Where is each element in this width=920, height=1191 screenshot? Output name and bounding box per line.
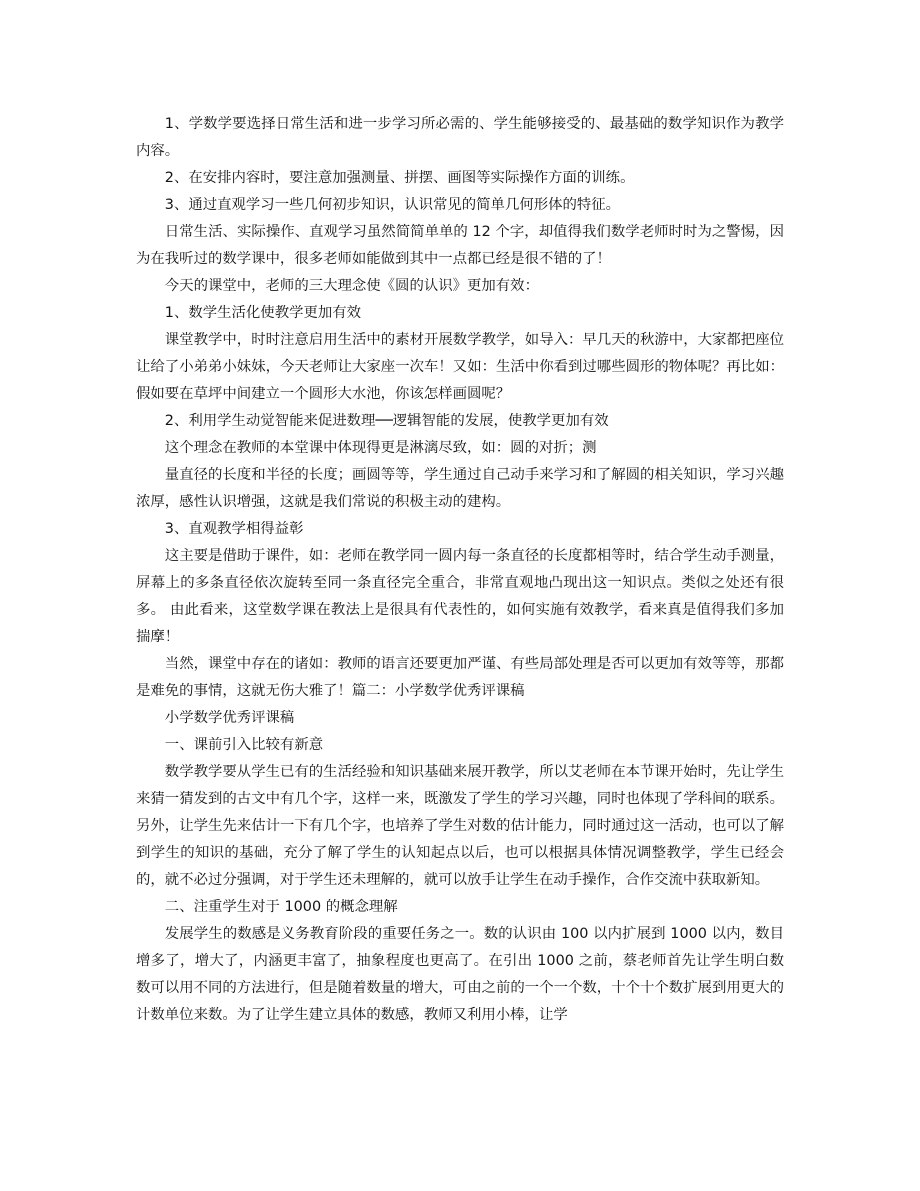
document-subtitle: 小学数学优秀评课稿 [164,710,295,726]
paragraph: 课堂教学中，时时注意启用生活中的素材开展数学教学，如导入：早几天的秋游中，大家都把座位让给了小弟弟小妹妹，今天老师让大家座一次车！又如：生活中你看到过哪些圆形的物体呢？再比如：假如要在草坪中间建立一个圆形大水池，你该怎样画圆呢？ [136,332,784,402]
paragraph: 发展学生的数感是义务教育阶段的重要任务之一。数的认识由 100 以内扩展到 1000 以内，数目增多了，增大了，内涵更丰富了，抽象程度也更高了。在引出 1000 之前，蔡老师首先让学生明白数数可以用不同的方法进行，但是随着数量的增大，可由之前的一个一个数，十个十个数扩展到用更大的计数单位来数。为了让学生建立具体的数感，教师又利用小棒，让学 [136,926,784,1023]
paragraph: 数学教学要从学生已有的生活经验和知识基础来展开教学，所以艾老师在本节课开始时，先让学生来猜一猜发到的古文中有几个字，这样一来，既激发了学生的学习兴趣，同时也体现了学科间的联系。另外，让学生先来估计一下有几个字，也培养了学生对数的估计能力，同时通过这一活动，也可以了解到学生的知识的基础，充分了解了学生的认知起点以后，也可以根据具体情况调整教学，学生已经会的，就不必过分强调，对于学生还未理解的，就可以放手让学生在动手操作，合作交流中获取新知。 [136,764,784,888]
section-heading: 3、直观教学相得益彰 [164,521,304,537]
paragraph: 当然，课堂中存在的诸如：教师的语言还要更加严谨、有些局部处理是否可以更加有效等等，那都是难免的事情，这就无伤大雅了！篇二：小学数学优秀评课稿 [136,656,784,699]
section-heading: 二、注重学生对于 1000 的概念理解 [164,899,398,915]
paragraph: 日常生活、实际操作、直观学习虽然简简单单的 12 个字，却值得我们数学老师时时为之警惕，因为在我听过的数学课中，很多老师如能做到其中一点都已经是很不错的了！ [136,224,784,267]
paragraph: 量直径的长度和半径的长度；画圆等等，学生通过自己动手来学习和了解圆的相关知识，学习兴趣浓厚，感性认识增强，这就是我们常说的积极主动的建构。 [136,467,784,510]
paragraph: 这个理念在教师的本堂课中体现得更是淋漓尽致，如：圆的对折；测 [164,440,597,456]
paragraph: 3、通过直观学习一些几何初步知识，认识常见的简单几何形体的特征。 [164,197,621,213]
section-heading: 1、数学生活化使教学更加有效 [164,305,362,321]
section-heading: 2、利用学生动觉智能来促进数理──逻辑智能的发展，使教学更加有效 [164,413,609,429]
paragraph: 2、在安排内容时，要注意加强测量、拼摆、画图等实际操作方面的训练。 [164,170,635,186]
document-body [136,111,784,1029]
paragraph: 这主要是借助于课件，如：老师在教学同一圆内每一条直径的长度都相等时，结合学生动手测量，屏幕上的多条直径依次旋转至同一条直径完全重合，非常直观地凸现出这一知识点。类似之处还有很多。 由此看来，这堂数学课在教法上是很具有代表性的，如何实施有效教学，看来真是值得我们多加揣摩！ [136,548,784,645]
section-heading: 一、课前引入比较有新意 [164,737,324,753]
paragraph: 今天的课堂中，老师的三大理念使《圆的认识》更加有效： [164,278,539,294]
paragraph: 1、学数学要选择日常生活和进一步学习所必需的、学生能够接受的、最基础的数学知识作为教学内容。 [136,116,784,159]
